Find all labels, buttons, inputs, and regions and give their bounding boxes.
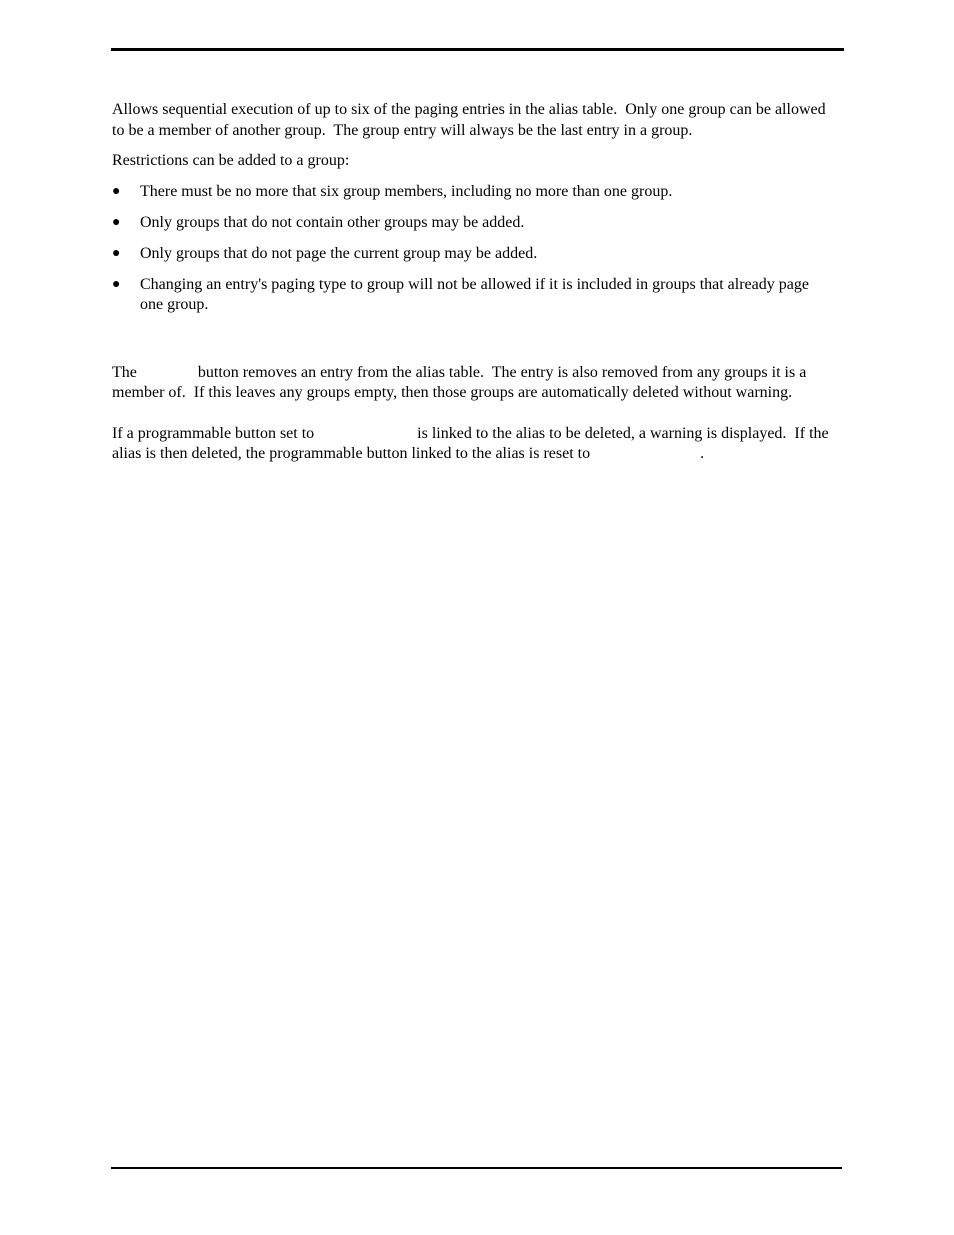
list-item bbox=[112, 275, 834, 316]
warning-paragraph-middle: is linked to the alias to be deleted, a warning is displayed. If the alias is then deleted, the programmable button linked to the alias is reset to bbox=[112, 424, 833, 462]
list-item-text: There must be no more that six group members, including no more than one group. bbox=[140, 182, 673, 200]
list-item bbox=[112, 244, 834, 265]
footer-rule bbox=[111, 1167, 842, 1169]
list-item-text: Changing an entry's paging type to group will not be allowed if it is included in groups that already page one group. bbox=[140, 275, 809, 313]
restrictions-list bbox=[112, 182, 834, 316]
list-item bbox=[112, 182, 834, 203]
header-rule bbox=[111, 48, 844, 51]
bullet-icon: ● bbox=[112, 214, 121, 230]
intro-paragraph: Allows sequential execution of up to six of the paging entries in the alias table. Only one group can be allowed to be a member of another group. The group entry will always be the last entry in a group. bbox=[112, 101, 830, 139]
document-body bbox=[112, 100, 834, 465]
bullet-icon: ● bbox=[112, 276, 121, 292]
warning-paragraph-start: If a programmable button set to bbox=[112, 424, 315, 442]
list-item-text: Only groups that do not page the current group may be added. bbox=[140, 244, 538, 262]
list-item-text: Only groups that do not contain other groups may be added. bbox=[140, 213, 525, 231]
remove-paragraph bbox=[112, 363, 834, 404]
warning-paragraph bbox=[112, 424, 834, 465]
remove-paragraph-rest: button removes an entry from the alias table. The entry is also removed from any groups it is a member of. If this leaves any groups empty, then those groups are automatically deleted without warning. bbox=[112, 363, 811, 401]
bullet-icon: ● bbox=[112, 245, 121, 261]
bullet-icon: ● bbox=[112, 183, 121, 199]
remove-paragraph-start: The bbox=[112, 363, 137, 381]
list-item bbox=[112, 213, 834, 234]
restrictions-heading: Restrictions can be added to a group: bbox=[112, 152, 350, 169]
warning-paragraph-end: . bbox=[700, 445, 705, 462]
